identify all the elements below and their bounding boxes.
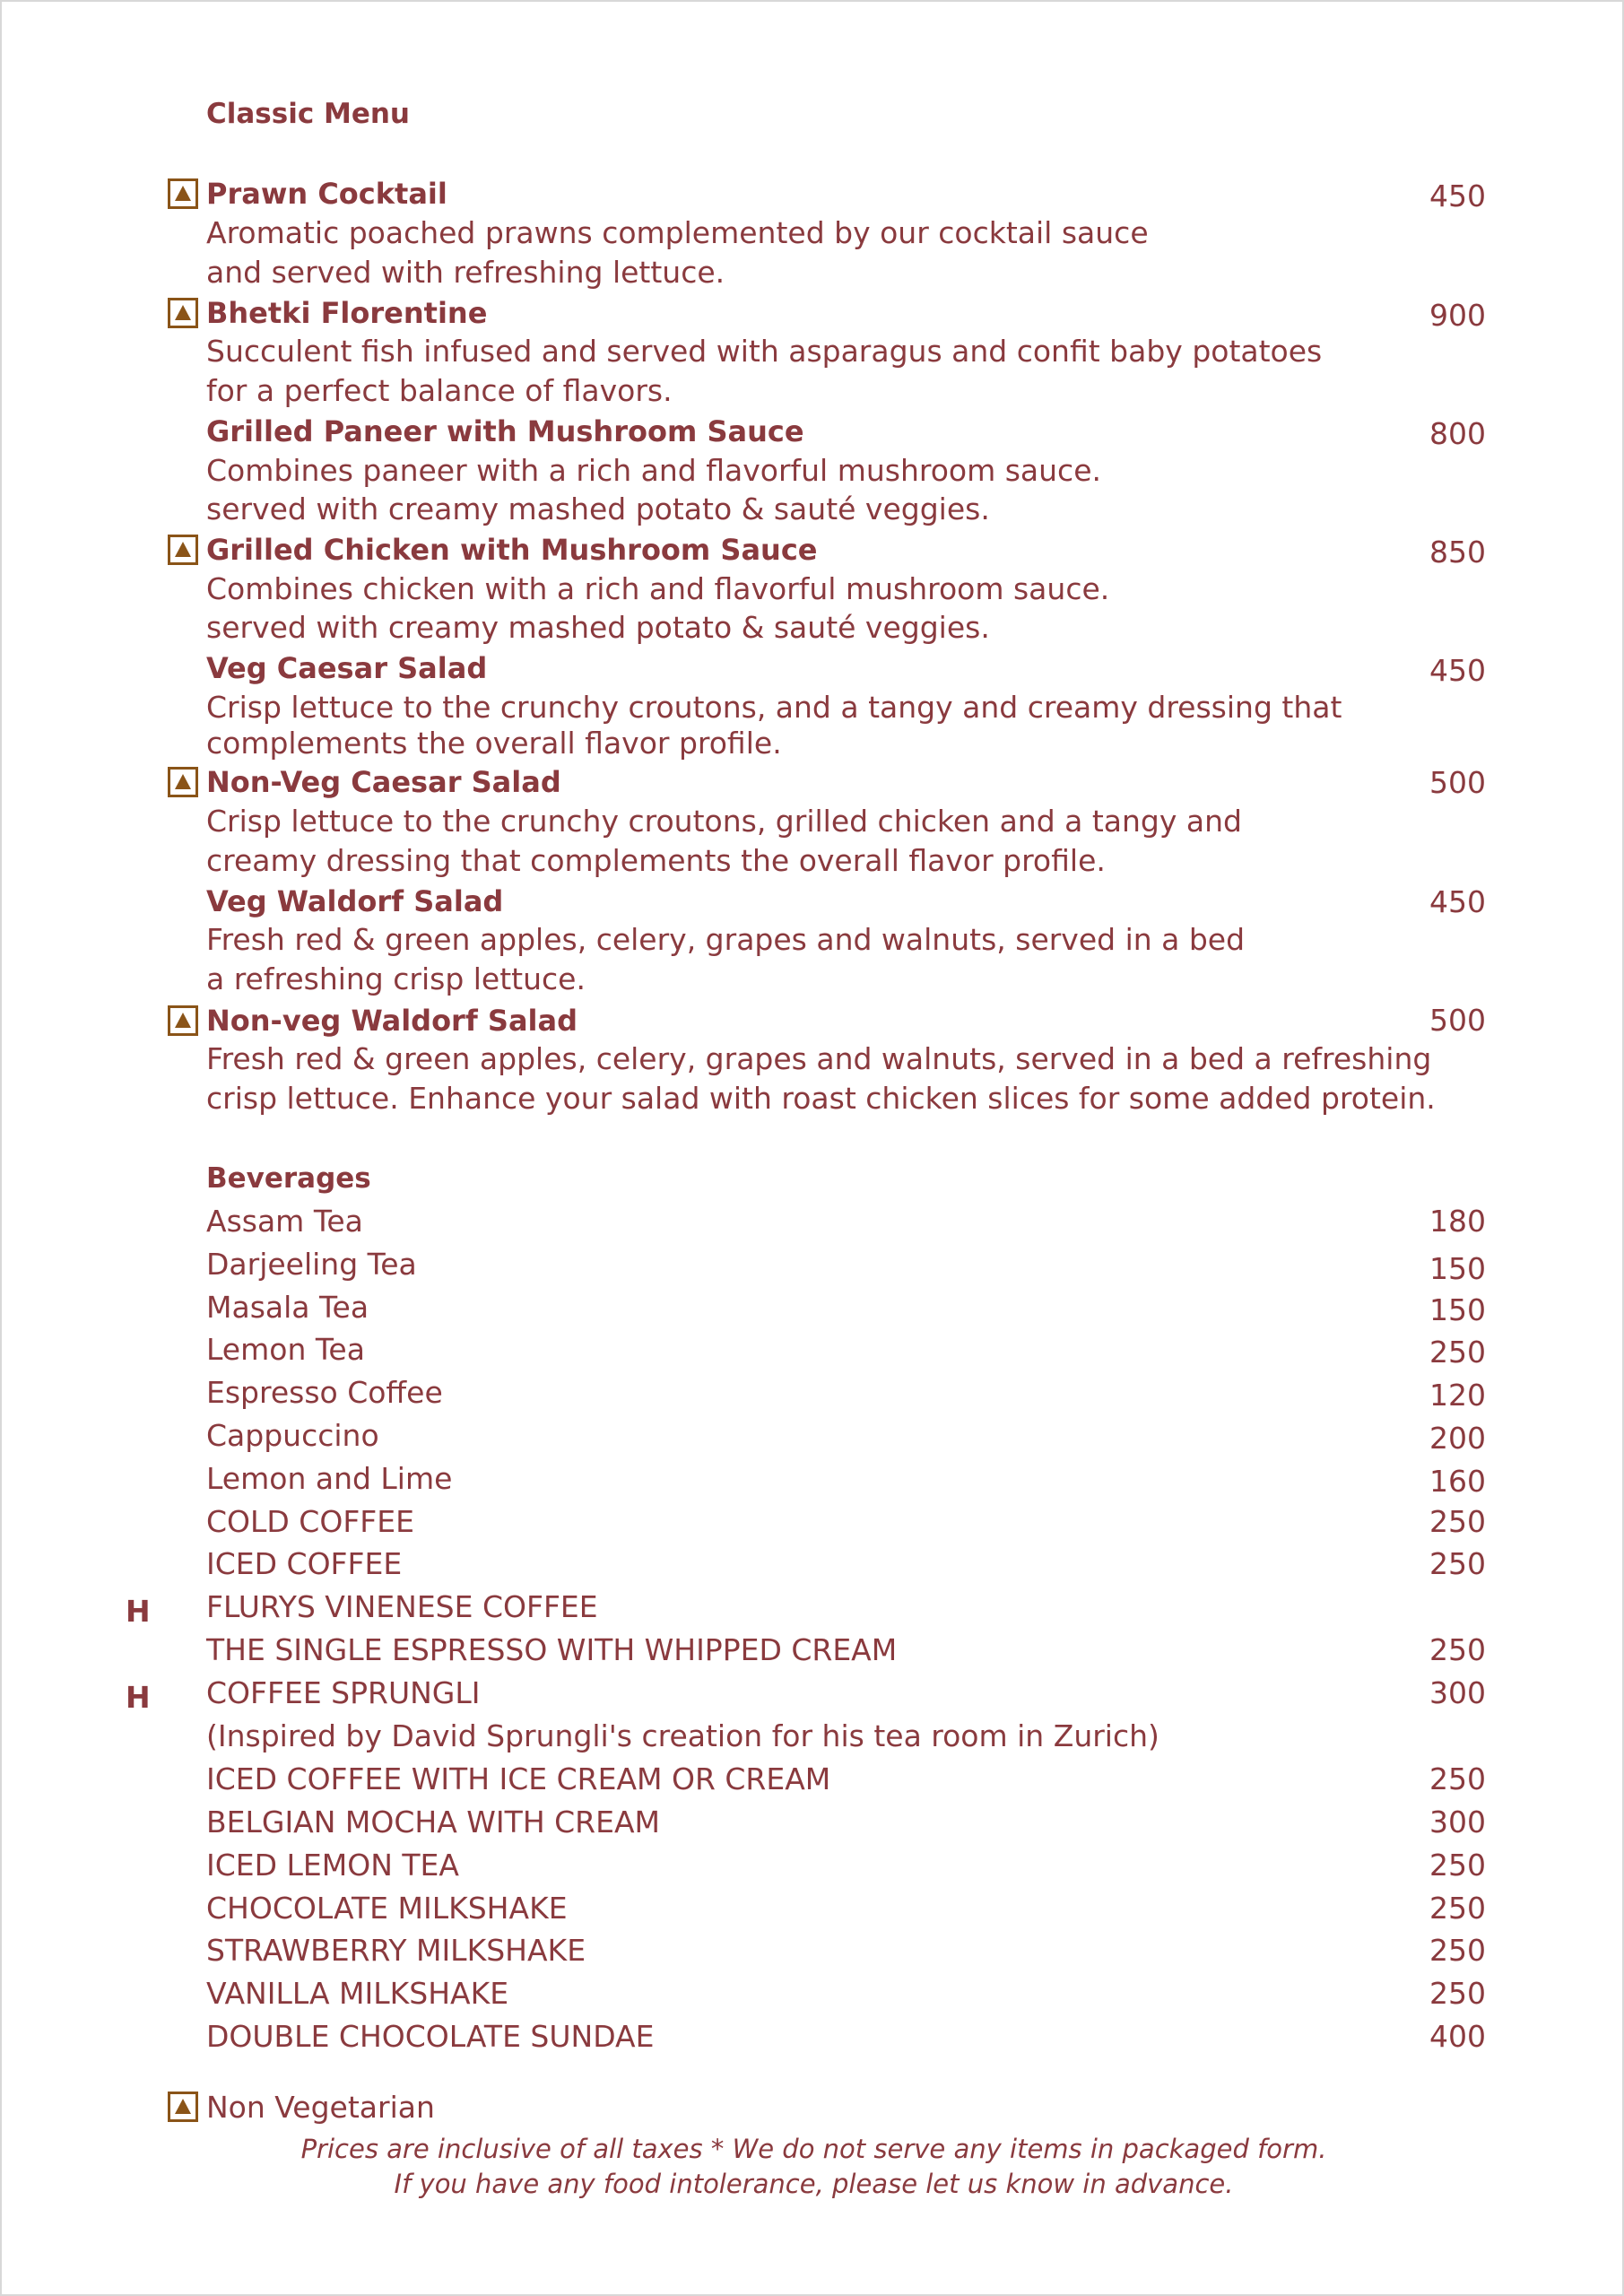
menu-item-name: Prawn Cocktail [206, 177, 447, 211]
menu-item-price: 450 [1429, 653, 1486, 688]
beverage-price: 250 [1429, 1933, 1486, 1968]
house-special-mark: H [126, 1594, 151, 1629]
menu-item-price: 450 [1429, 178, 1486, 213]
beverage-price: 300 [1429, 1675, 1486, 1710]
menu-item-description: Combines paneer with a rich and flavorful mushroom sauce. [206, 453, 1101, 488]
menu-item-description: Aromatic poached prawns complemented by our cocktail sauce [206, 215, 1149, 250]
menu-item-description: crisp lettuce. Enhance your salad with roast chicken slices for some added protein. [206, 1081, 1436, 1116]
footer-note: Prices are inclusive of all taxes * We do not serve any items in packaged form. [300, 2134, 1327, 2164]
beverage-price: 250 [1429, 1976, 1486, 2011]
beverage-price: 150 [1429, 1292, 1486, 1327]
menu-item-description: Combines chicken with a rich and flavorful mushroom sauce. [206, 571, 1110, 606]
beverage-price: 150 [1429, 1251, 1486, 1286]
menu-item-name: Non-veg Waldorf Salad [206, 1004, 578, 1038]
beverage-name: Darjeeling Tea [206, 1247, 417, 1282]
menu-item-description: creamy dressing that complements the overall flavor profile. [206, 843, 1106, 878]
beverage-name: VANILLA MILKSHAKE [206, 1976, 509, 2011]
menu-item-description: for a perfect balance of flavors. [206, 373, 673, 408]
menu-item-name: Non-Veg Caesar Salad [206, 765, 561, 799]
beverage-name: COFFEE SPRUNGLI [206, 1675, 481, 1710]
beverage-note: (Inspired by David Sprungli's creation for his tea room in Zurich) [206, 1718, 1159, 1753]
beverage-price: 400 [1429, 2019, 1486, 2054]
menu-item-description: Crisp lettuce to the crunchy croutons, grilled chicken and a tangy and [206, 804, 1242, 839]
menu-item-description: and served with refreshing lettuce. [206, 255, 725, 290]
menu-item-price: 900 [1429, 298, 1486, 333]
beverage-name: STRAWBERRY MILKSHAKE [206, 1933, 586, 1968]
menu-item-name: Veg Caesar Salad [206, 651, 488, 685]
beverage-name: FLURYS VINENESE COFFEE [206, 1589, 598, 1624]
menu-item-description: served with creamy mashed potato & sauté veggies. [206, 610, 990, 645]
menu-item-price: 800 [1429, 416, 1486, 451]
beverage-price: 250 [1429, 1504, 1486, 1539]
menu-item-price: 850 [1429, 535, 1486, 570]
beverage-price: 160 [1429, 1464, 1486, 1499]
menu-item-description: complements the overall flavor profile. [206, 726, 782, 761]
non-veg-icon [168, 1005, 198, 1036]
menu-item-description: Fresh red & green apples, celery, grapes and walnuts, served in a bed [206, 922, 1246, 957]
non-veg-icon [168, 535, 198, 565]
beverage-name: BELGIAN MOCHA WITH CREAM [206, 1805, 660, 1839]
beverage-price: 300 [1429, 1805, 1486, 1839]
menu-item-name: Grilled Chicken with Mushroom Sauce [206, 533, 818, 567]
footer-note: If you have any food intolerance, please let us know in advance. [394, 2169, 1234, 2199]
non-veg-icon [168, 2092, 198, 2122]
beverage-price: 120 [1429, 1378, 1486, 1413]
beverage-name: THE SINGLE ESPRESSO WITH WHIPPED CREAM [206, 1632, 898, 1667]
menu-item-description: Fresh red & green apples, celery, grapes and walnuts, served in a bed a refreshing [206, 1041, 1432, 1076]
non-veg-icon [168, 178, 198, 209]
non-veg-icon [168, 298, 198, 328]
beverage-name: Lemon Tea [206, 1332, 365, 1367]
beverage-name: ICED COFFEE WITH ICE CREAM OR CREAM [206, 1761, 831, 1796]
beverage-price: 250 [1429, 1546, 1486, 1581]
classic-menu-title: Classic Menu [206, 98, 411, 130]
beverage-price: 250 [1429, 1891, 1486, 1926]
beverage-name: Assam Tea [206, 1204, 363, 1239]
beverage-price: 250 [1429, 1761, 1486, 1796]
beverage-price: 250 [1429, 1848, 1486, 1883]
beverage-name: CHOCOLATE MILKSHAKE [206, 1891, 568, 1926]
beverage-price: 200 [1429, 1421, 1486, 1456]
beverages-title: Beverages [206, 1162, 371, 1195]
menu-item-price: 500 [1429, 1003, 1486, 1038]
menu-item-price: 450 [1429, 884, 1486, 919]
beverage-name: Cappuccino [206, 1418, 379, 1453]
house-special-mark: H [126, 1680, 151, 1715]
beverage-price: 250 [1429, 1335, 1486, 1370]
beverage-name: Espresso Coffee [206, 1375, 443, 1410]
menu-item-description: Crisp lettuce to the crunchy croutons, and a tangy and creamy dressing that [206, 690, 1342, 725]
menu-item-description: a refreshing crisp lettuce. [206, 961, 586, 996]
menu-item-description: served with creamy mashed potato & sauté veggies. [206, 491, 990, 526]
legend-label: Non Vegetarian [206, 2090, 435, 2125]
non-veg-icon [168, 767, 198, 797]
beverage-name: Masala Tea [206, 1290, 369, 1325]
beverage-price: 250 [1429, 1632, 1486, 1667]
beverage-price: 180 [1429, 1204, 1486, 1239]
menu-item-name: Bhetki Florentine [206, 296, 488, 330]
menu-item-description: Succulent fish infused and served with asparagus and confit baby potatoes [206, 334, 1323, 369]
beverage-name: ICED COFFEE [206, 1546, 403, 1581]
beverage-name: DOUBLE CHOCOLATE SUNDAE [206, 2019, 655, 2054]
beverage-name: COLD COFFEE [206, 1504, 414, 1539]
menu-item-name: Grilled Paneer with Mushroom Sauce [206, 414, 804, 448]
menu-item-price: 500 [1429, 765, 1486, 800]
beverage-name: ICED LEMON TEA [206, 1848, 459, 1883]
beverage-name: Lemon and Lime [206, 1461, 453, 1496]
menu-item-name: Veg Waldorf Salad [206, 884, 504, 918]
